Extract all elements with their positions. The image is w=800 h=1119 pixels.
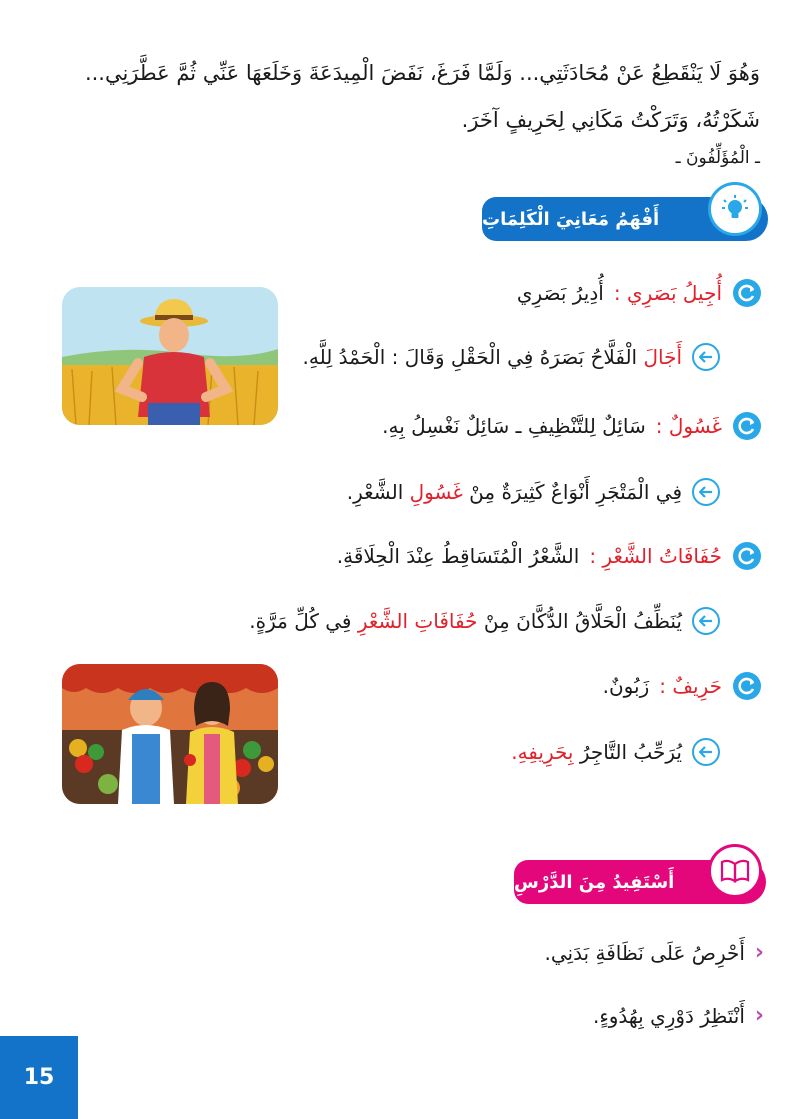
lesson-item-text: أَحْرِصُ عَلَى نَظَافَةِ بَدَنِي. xyxy=(544,940,745,965)
lesson-item-2 xyxy=(593,1003,764,1028)
story-line-2: شَكَرْتُهُ، وَتَرَكْتُ مَكَانِي لِحَرِيفٍ آخَرَ. xyxy=(461,108,760,132)
vocab-term: حَرِيفٌ : xyxy=(659,674,722,698)
example-sentence-1 xyxy=(303,343,721,371)
vocab-entry-3 xyxy=(337,541,762,571)
vocab-meaning: زَبُونٌ. xyxy=(602,674,650,698)
chevron-left-icon: ‹ xyxy=(754,1003,764,1028)
market-illustration xyxy=(62,664,278,804)
example-sentence-3 xyxy=(249,607,720,635)
example-highlight: بِحَرِيفِهِ. xyxy=(511,740,574,764)
cycle-bullet-icon xyxy=(732,671,762,701)
example-text-end: الشَّعْرِ. xyxy=(346,480,404,504)
vocab-entry-2 xyxy=(382,411,762,441)
example-sentence-4 xyxy=(511,738,720,766)
example-text-end: فِي كُلِّ مَرَّةٍ. xyxy=(249,609,352,633)
open-book-icon xyxy=(708,844,762,898)
vocab-meaning: الشَّعْرُ الْمُتَسَاقِطُ عِنْدَ الْحِلَاقَةِ. xyxy=(336,544,580,568)
example-text: يُرَحِّبُ التَّاجِرُ xyxy=(579,740,682,764)
farmer-illustration xyxy=(62,287,278,425)
example-text: فِي الْمَتْجَرِ أَنْوَاعٌ كَثِيرَةٌ مِنْ xyxy=(469,480,682,504)
example-text: يُنَظِّفُ الْحَلَّاقُ الدُّكَّانَ مِنْ xyxy=(483,609,682,633)
page-number: 15 xyxy=(0,1036,78,1119)
example-highlight: غَسُولِ xyxy=(409,480,463,504)
vocab-entry-4 xyxy=(603,671,762,701)
vocab-meaning: أُدِيرُ بَصَرِي xyxy=(516,281,604,305)
arrow-bullet-icon xyxy=(692,738,720,766)
example-highlight: أَجَالَ xyxy=(643,345,682,369)
lesson-item-text: أَنْتَظِرُ دَوْرِي بِهُدُوءٍ. xyxy=(593,1003,745,1028)
example-highlight: حُفَافَاتِ الشَّعْرِ xyxy=(357,609,478,633)
arrow-bullet-icon xyxy=(692,478,720,506)
arrow-bullet-icon xyxy=(692,607,720,635)
lightbulb-icon xyxy=(708,182,762,236)
arrow-bullet-icon xyxy=(692,343,720,371)
cycle-bullet-icon xyxy=(732,541,762,571)
chevron-left-icon: ‹ xyxy=(754,940,764,965)
section-vocabulary-title: أَفْهَمُ مَعَانِيَ الْكَلِمَاتِ xyxy=(482,208,660,230)
author-credit: ـ الْمُؤَلِّفُونَ ـ xyxy=(675,148,760,168)
section-lesson-title: أَسْتَفِيدُ مِنَ الدَّرْسِ xyxy=(514,871,675,893)
cycle-bullet-icon xyxy=(732,411,762,441)
vocab-term: حُفَافَاتُ الشَّعْرِ : xyxy=(589,544,722,568)
story-line-1: وَهُوَ لَا يَنْقَطِعُ عَنْ مُحَادَثَتِي... وَلَمَّا فَرَغَ، نَفَضَ الْمِيدَعَةَ وَخَلَعَهَا عَنِّي ثُمَّ عَطَّرَنِي... xyxy=(84,61,760,85)
cycle-bullet-icon xyxy=(732,278,762,308)
lesson-item-1 xyxy=(544,940,764,965)
example-sentence-2 xyxy=(347,478,720,506)
example-text: الْفَلَّاحُ بَصَرَهُ فِي الْحَقْلِ وَقَالَ : الْحَمْدُ لِلَّهِ. xyxy=(302,345,638,369)
vocab-term: غَسُولٌ : xyxy=(655,414,722,438)
vocab-term: أُجِيلُ بَصَرِي : xyxy=(613,281,722,305)
vocab-meaning: سَائِلٌ لِلتَّنْظِيفِ ـ سَائِلٌ نَغْسِلُ بِهِ. xyxy=(382,414,646,438)
vocab-entry-1 xyxy=(517,278,762,308)
